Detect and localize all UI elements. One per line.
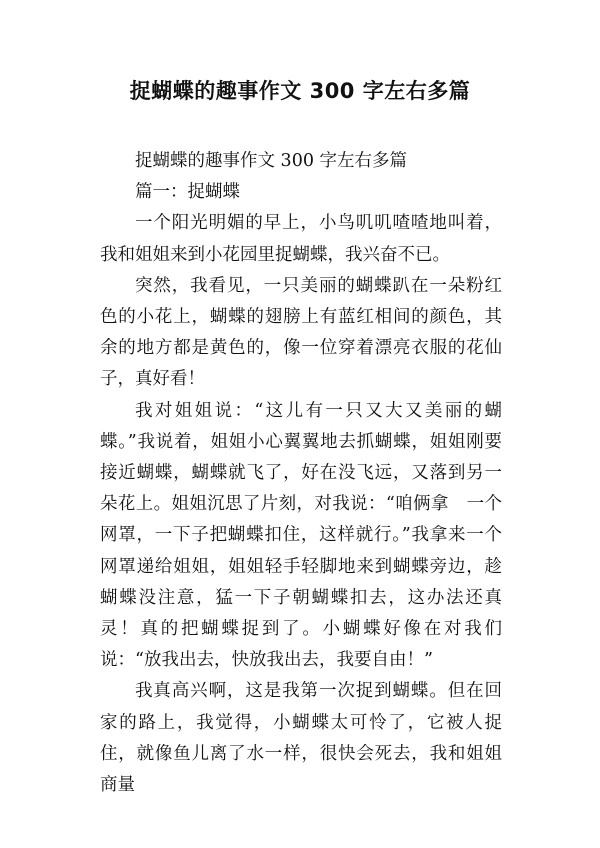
- paragraph: 一个阳光明媚的早上，小鸟叽叽喳喳地叫着，我和姐姐来到小花园里捉蝴蝶，我兴奋不已。: [100, 213, 502, 265]
- paragraph-section-heading: 篇一：捉蝴蝶: [135, 182, 240, 203]
- document-body: [100, 146, 502, 801]
- paragraph-subtitle: 捉蝴蝶的趣事作文 300 字左右多篇: [135, 151, 408, 171]
- paragraph: 我真高兴啊，这是我第一次捉到蝴蝶。但在回家的路上，我觉得，小蝴蝶太可怜了，它被人捉住，就像鱼儿离了水一样，很快会死去，我和姐姐商量: [100, 681, 502, 796]
- paragraph: 我对姐姐说：“这儿有一只又大又美丽的蝴蝶。”我说着，姐姐小心翼翼地去抓蝴蝶，姐姐刚要接近蝴蝶，蝴蝶就飞了，好在没飞远，又落到另一朵花上。姐姐沉思了片刻，对我说：“咱俩拿 一个网罩，一下子把蝴蝶扣住，这样就行。”我拿来一个网罩递给姐姐，姐姐轻手轻脚地来到蝴蝶旁边，趁蝴蝶没注意，猛一下子朝蝴蝶扣去，这办法还真灵！真的把蝴蝶捉到了。小蝴蝶好像在对我们 说：“放我出去，快放我出去，我要自由！”: [100, 400, 502, 671]
- paragraph: 突然，我看见，一只美丽的蝴蝶趴在一朵粉红色的小花上，蝴蝶的翅膀上有蓝红相间的颜色，其余的地方都是黄色的，像一位穿着漂亮衣服的花仙子，真好看！: [100, 275, 502, 390]
- document-title: 捉蝴蝶的趣事作文 300 字左右多篇: [129, 79, 471, 103]
